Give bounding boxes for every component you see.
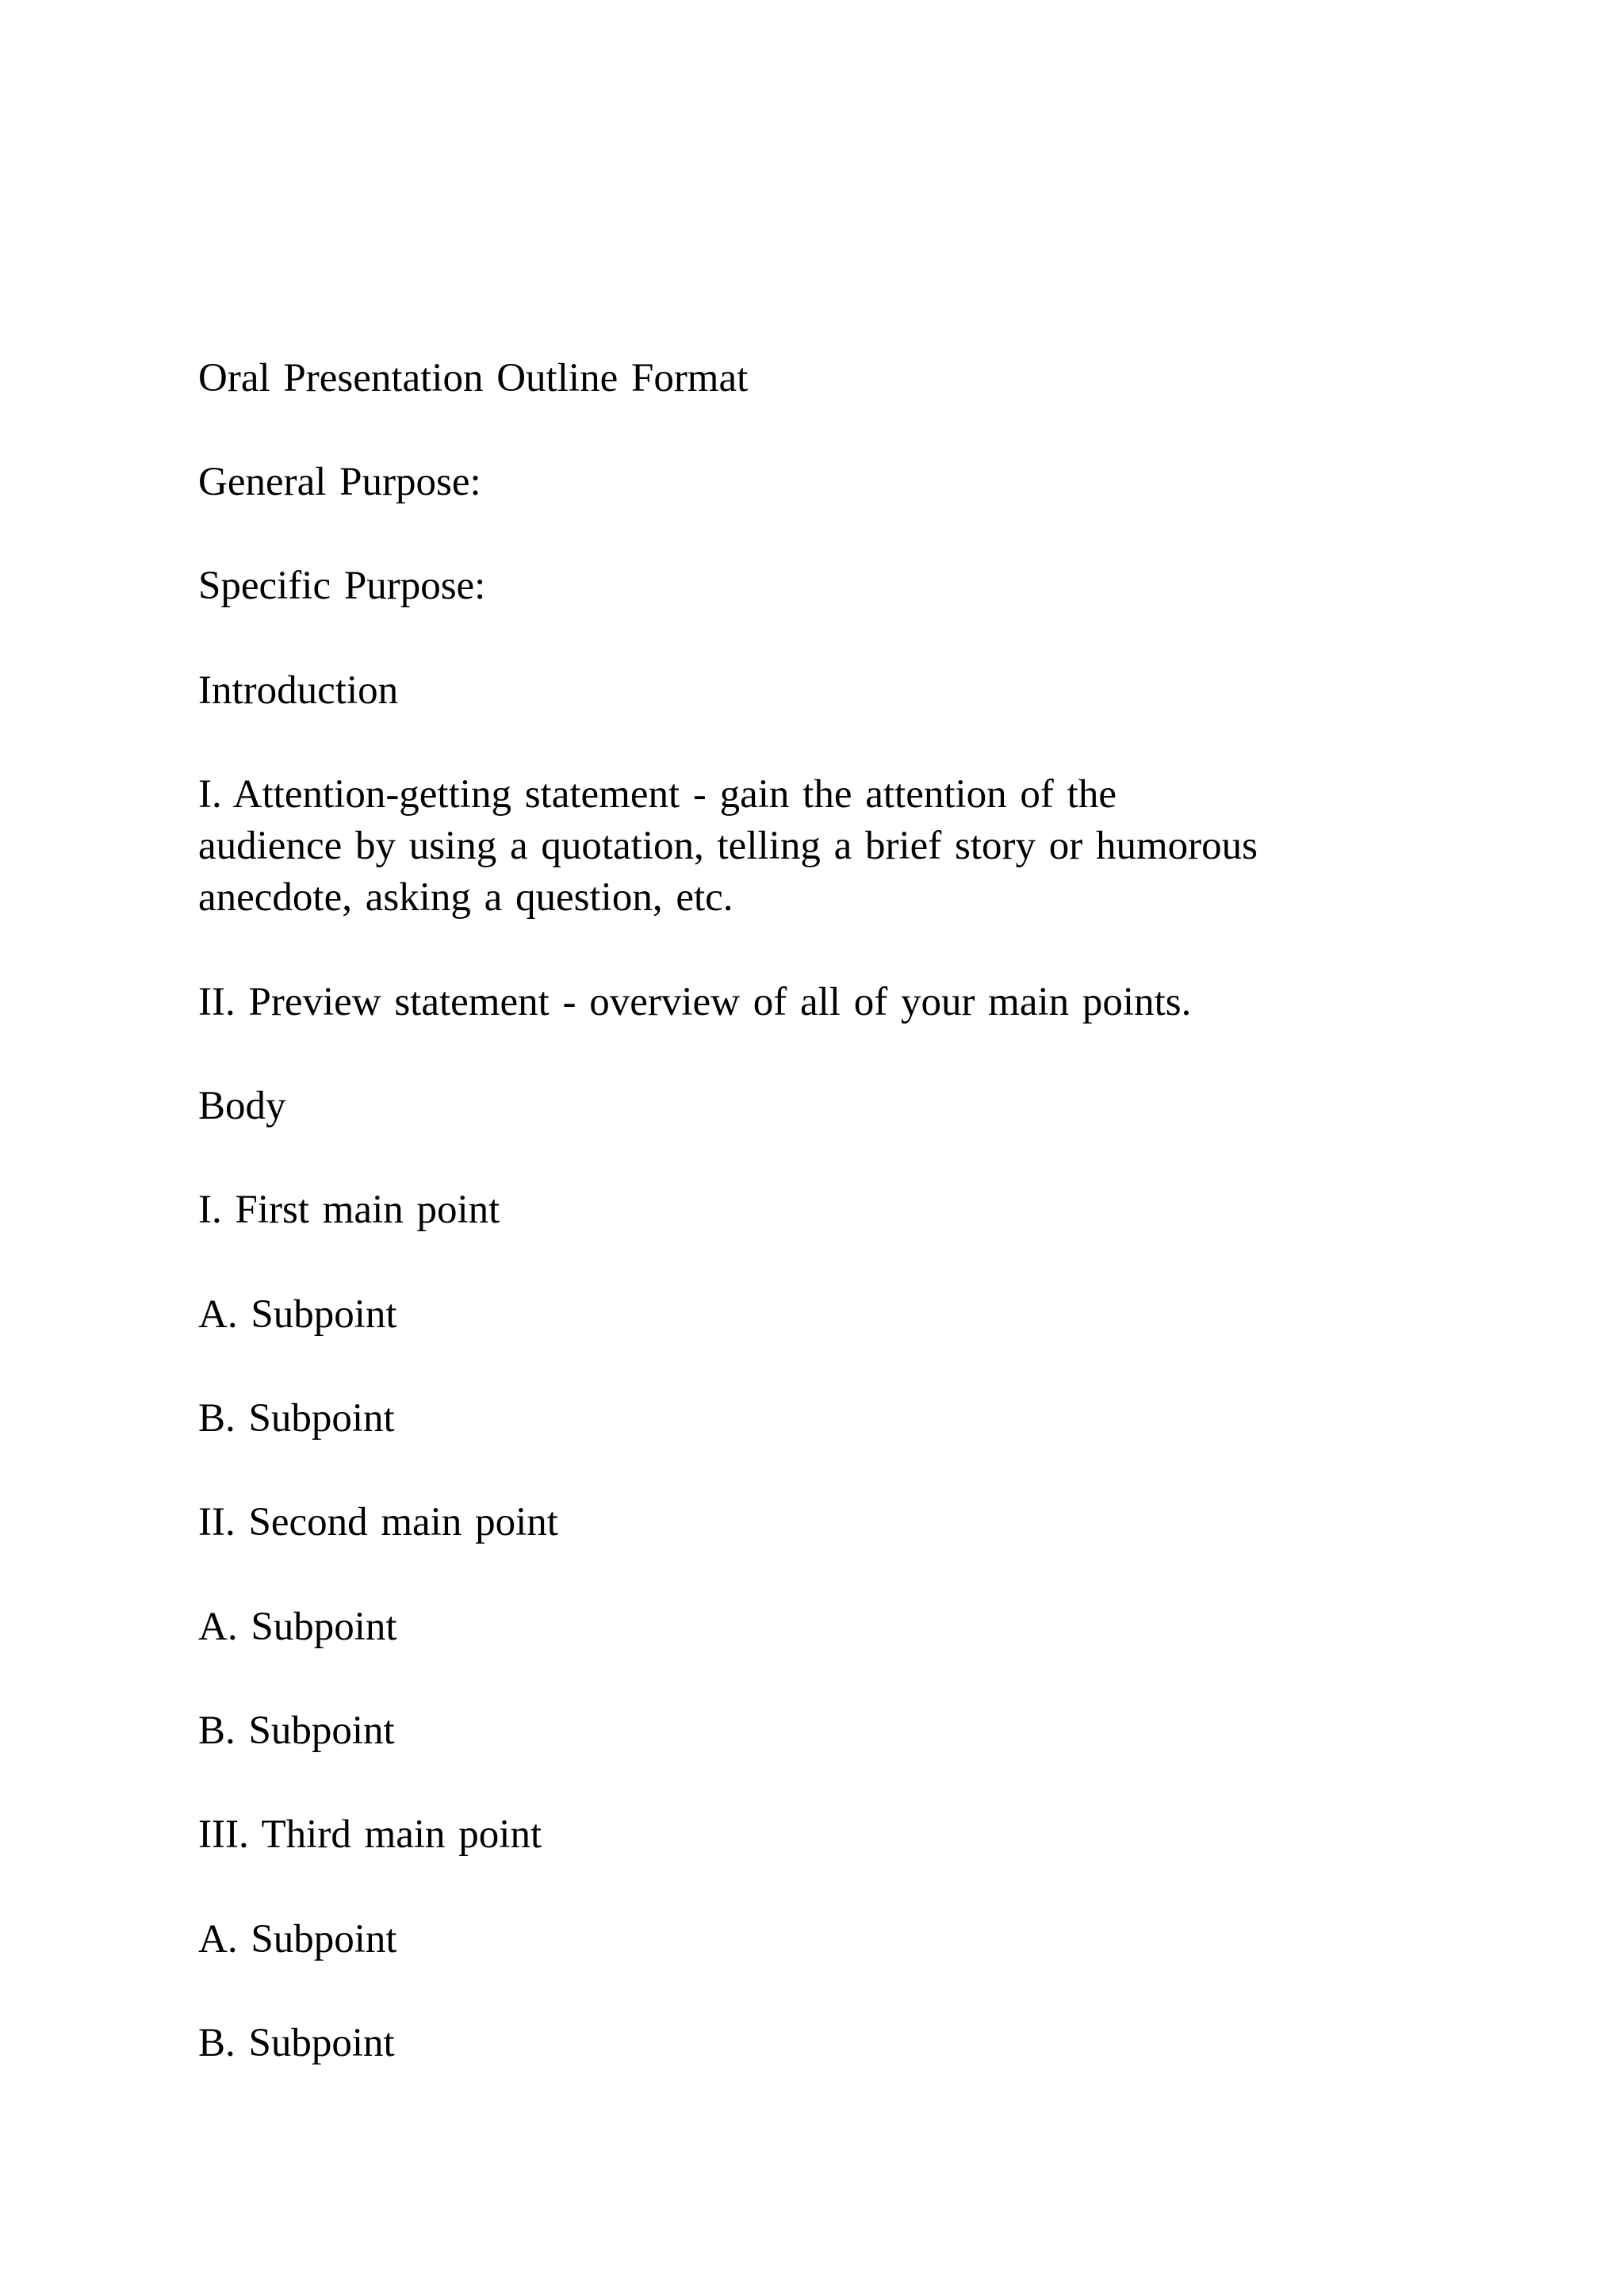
subpoint-3b: B. Subpoint bbox=[198, 2021, 395, 2065]
subpoint-2a: A. Subpoint bbox=[198, 1605, 397, 1649]
main-point-2: II. Second main point bbox=[198, 1500, 558, 1544]
attention-statement-line-2: audience by using a quotation, telling a brief story or humorous bbox=[198, 824, 1258, 868]
attention-statement-line-1: I. Attention-getting statement - gain the attention of the bbox=[198, 772, 1116, 817]
document-title: Oral Presentation Outline Format bbox=[198, 356, 749, 400]
subpoint-1b: B. Subpoint bbox=[198, 1396, 395, 1441]
body-heading: Body bbox=[198, 1084, 286, 1128]
subpoint-3a: A. Subpoint bbox=[198, 1917, 397, 1961]
subpoint-2b: B. Subpoint bbox=[198, 1709, 395, 1753]
general-purpose-label: General Purpose: bbox=[198, 460, 481, 504]
subpoint-1a: A. Subpoint bbox=[198, 1292, 397, 1337]
specific-purpose-label: Specific Purpose: bbox=[198, 564, 486, 608]
introduction-heading: Introduction bbox=[198, 668, 399, 713]
preview-statement: II. Preview statement - overview of all of your main points. bbox=[198, 980, 1192, 1024]
main-point-3: III. Third main point bbox=[198, 1812, 542, 1857]
main-point-1: I. First main point bbox=[198, 1188, 500, 1232]
attention-statement-line-3: anecdote, asking a question, etc. bbox=[198, 875, 733, 920]
